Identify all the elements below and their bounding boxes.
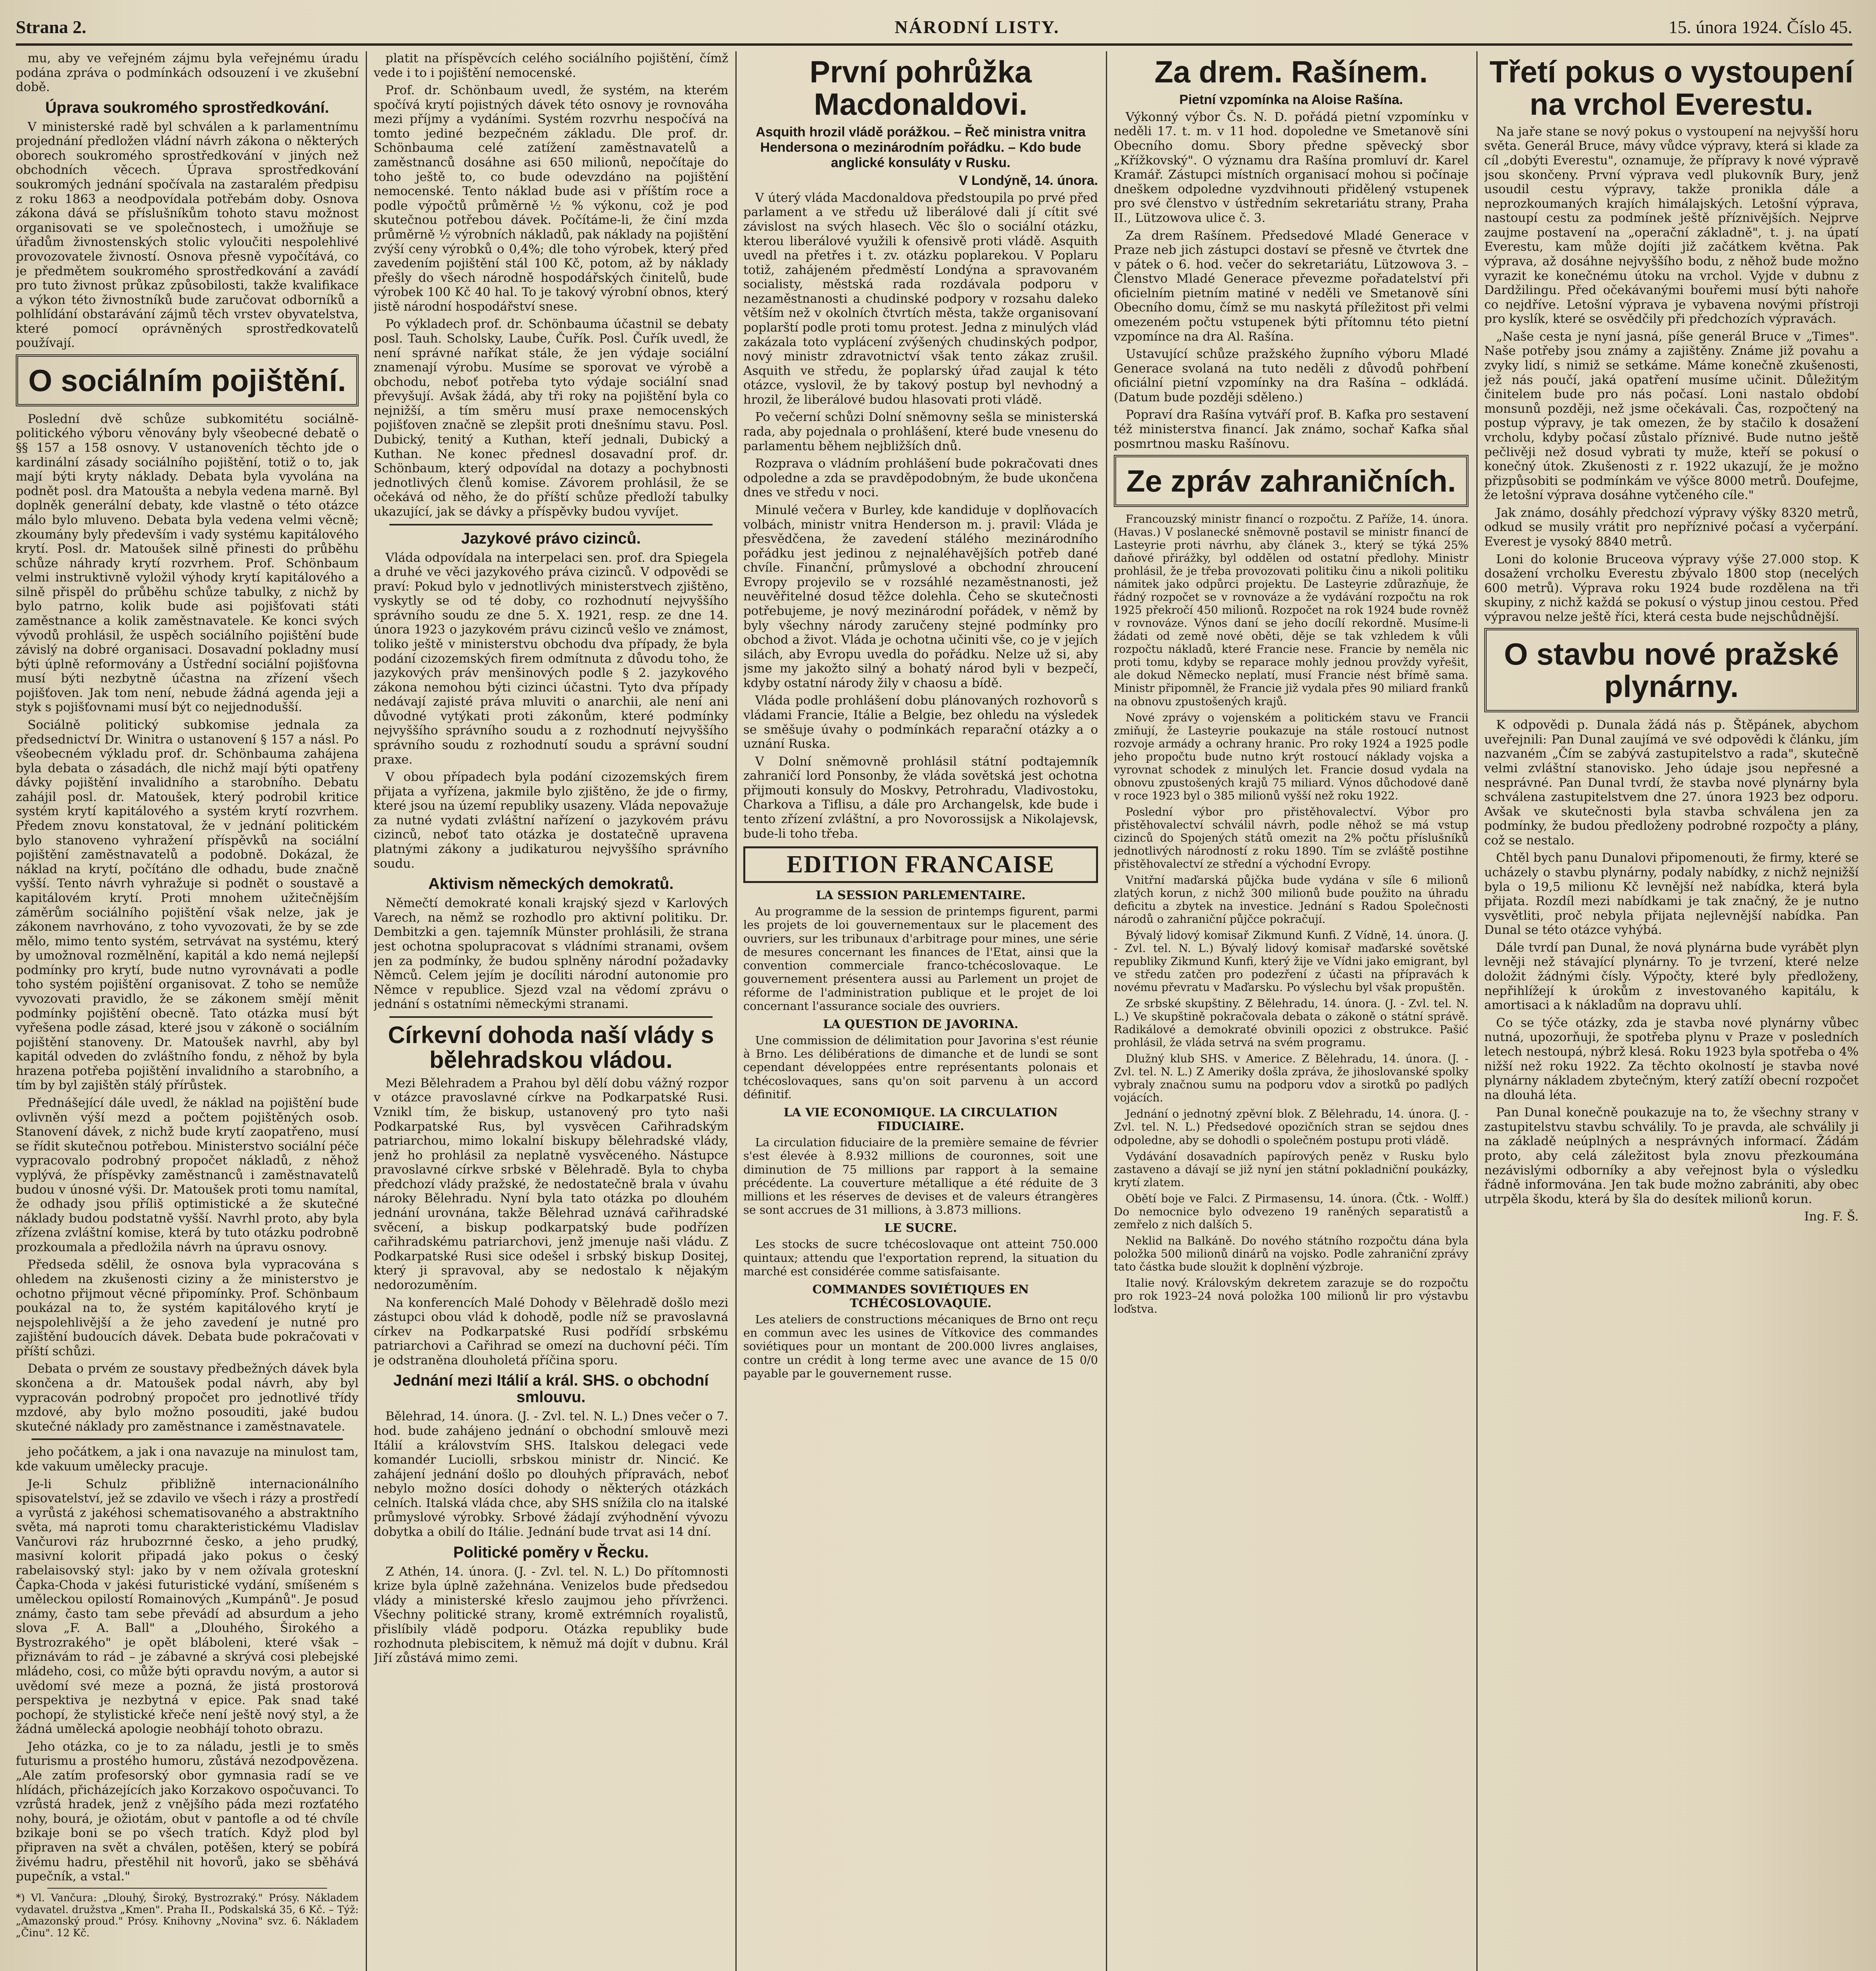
article-text: Popraví dra Rašína vytváří prof. B. Kafka pro sestavení též ministerstva financí. Jak známo, sochař Kafka sňal posmrtnou masku Rašínovu. — [1114, 408, 1468, 451]
article-headline: Církevní dohoda naší vlády s bělehradskou vládou. — [388, 1021, 714, 1073]
article-text: K odpovědi p. Dunala žádá nás p. Štěpánek, abychom uveřejnili: Pan Dunal zaujímá ve své odpovědi k článku, jím nazvaném „Čím se zabývá zastupitelstvo a rada", skutečně velmi zvláštní stanovisko. Jeho údaje jsou nepřesné a nesprávné. Pan Dunal tvrdí, že stavba nové plynárny byla schválena zastupitelstvem dne 27. února 1923 bez odporu. Avšak ve skutečnosti byla stavba schválena jen za podmínky, že budou předloženy podrobné rozpočty a plány, což se nestalo. — [1484, 718, 1859, 848]
article-text: Ustavující schůze pražského župního výboru Mladé Generace svolaná na tuto neděli z důvodů pohřbení oficiální pietní vzpomínky na dra Rašína – odkládá. (Datum bude později sděleno.) — [1114, 347, 1468, 404]
article-text: La circulation fiduciaire de la première semaine de février s'est élevée à 8.932 millions de couronnes, soit une diminution de 75 millions par rapport à la semaine précédente. La couverture métallique a été réduite de 3 millions et les réserves de devises et de valeurs étrangères se sont accrues de 31 millions, à 3.873 millions. — [743, 1136, 1098, 1217]
article-headline: Třetí pokus o vystoupení na vrchol Everestu. — [1489, 54, 1854, 121]
article-text: Poslední dvě schůze subkomitétu sociálně-politického výboru věnovány byly všeobecné debatě o §§ 157 a 158 osnovy. V ustanoveních těchto jde o kardinální zásady sociálního pojištění, totiž o to, jak mají býti kryty náklady. Debata byla vyvolána na podnět posl. dra Matoušta a nebyla vedena marně. Byl doplněk generální debaty, kde vlastně o této otázce málo bylo mluveno. Debata byla vedena velmi věcně; zkoumány byly především i vady systému kapitálového krytí. Posl. dr. Matoušek silně přinesti do průběhu schůze náhrady krytí rozvrhem. Prof. Schönbaum velmi instruktivně vyložil výhody krytí kapitálového a silně přispěl do průběhu schůze tabulky, z nichž by bylo patrno, kolik bude asi pojišťovati státi zaměstnance a kolik zaměstnavatele. Ke konci svých vývodů prohlásil, že uspěch sociálního pojištění bude závislý na dobré organisaci. Dosavadní pokladny musí býti úplně reformovány a Ústřední sociální pojišťovna musí býti nezbytně účastna na zřízení všech pojišťoven. Jak tom není, nebude žádná agenda jeji a styk s pojišťovnami musí být co nejjednodušší. — [16, 412, 359, 715]
article-text: Minulé večera v Burley, kde kandiduje v doplňovacích volbách, ministr vnitra Henderson m. j. pravil: Vláda je přesvědčena, že zavedení stálého mezinárodního pořádku jest jedinou z nejnaléhavějších potřeb dané chvíle. Finanční, průmyslové a obchodní zhroucení Evropy projevilo se v rozsáhlé nezaměstnanosti, jež neuvěřitelné dosud těžce dolehla. Čeho se skutečnosti potřebujeme, je nový mezinárodní pořádek, v němž by byly všechny národy zaručeny stejné podmínky pro obchod a život. Vláda je ochotna učiniti vše, co je v jejích silách, aby Evropu uvedla do pořádku. Nelze už si, aby jsme my jakožto silný a bohatý národ byli v bezpečí, kdyby ostatní národy žily v chaosu a bídě. — [743, 503, 1098, 690]
article-text: Au programme de la session de printemps figurent, parmi les projets de loi gouvernementaux sur le placement des ouvriers, sur les tribunaux d'arbitrage pour mines, une série de mesures concernant les finances de l'Etat, ainsi que la convention commerciale franco-tchécoslovaque. Le gouvernement présentera aussi au Parlement un projet de réforme de l'administration publique et le projet de loi concernant l'assurance sociale des ouvriers. — [743, 905, 1098, 1013]
article-text: Dále tvrdí pan Dunal, že nová plynárna bude vyrábět plyn levněji než stávající plynárny. To je tvrzení, které nelze doložit žádnými čísly. Výpočty, které byly předloženy, nepřihlížejí k úrokům z investovaného kapitálu, k amortisaci a k nákladům na dopravu uhlí. — [1484, 940, 1859, 1013]
article-headline: O sociálním pojištění. — [28, 363, 346, 398]
column-rule — [366, 51, 367, 1971]
feuilleton-text: Jeho otázka, co je to za náladu, jestli je to směs futurismu a prostého humoru, zůstává nezodpovězena. „Ale zatím profesorský obor gymnasia radí se ve hlídách, přicházejících jako Korzakovo ospočuvanci. To vzrůstá hradek, jenž z vnějšího páda mezi rozťatého nohy, bourá, je ožiotám, obut v pantofle a od té chvíle bzikaje boni se po všech tratích. Když plod byl připraven na svět a chválen, potěšen, který se pobírá živému hadru, přestěhil nit hovorů, jako se sběhává pupečník, a vstal." — [16, 1739, 359, 1884]
article-text: Prof. dr. Schönbaum uvedl, že systém, na kterém spočívá krytí pojistných dávek této osnovy je rovnováha mezi příjmy a vydáními. Systém rozvrhu nespočívá na tomto jediné bezpečném základu. Dle prof. dr. Schönbauma celé zatížení zaměstnavatelů a zaměstnanců dosáhne asi 650 milionů, nepočítaje do toho ještě to, co bude odevzdáno na pojištění nemocenské. Tento náklad bude asi v příštím roce a podle výpočtů průměrně ½ % výkonu, což je pod skutečnou potřebou dávek. Počítáme-li, že činí mzda průměrně ½ výrobních nákladů, pak náklady na pojištění zvýší ceny výrobků o 0,4%; dle toho výrobek, který před zavedením pojištění stál 100 Kč, potom, až by náklady přešly do všech národně hospodářských činitelů, bude výrobek 100 Kč 40 hal. To je takový výrobní obnos, který jistě národní hospodářství snese. — [374, 83, 728, 314]
dateline: V Londýně, 14. února. — [958, 173, 1098, 188]
divider — [389, 1016, 713, 1018]
article-headline: Ze zpráv zahraničních. — [1126, 464, 1456, 499]
feuilleton-text: jeho počátkem, a jak i ona navazuje na minulost tam, kde vakuum umělecky pracuje. — [16, 1445, 359, 1474]
article-text: mu, aby ve veřejném zájmu byla veřejnému úradu podána zpráva o podmínkách odsouzení i ve zkušební době. — [16, 51, 359, 95]
article-text: Vydávání dosavadních papírových peněz v Rusku bylo zastaveno a dávají se již nyní jen státní pokladniční poukázky, krytí zlatem. — [1114, 1149, 1468, 1189]
divider — [32, 1438, 343, 1440]
issue-date: 15. února 1924. Číslo 45. — [1668, 17, 1852, 37]
article-text: Neklid na Balkáně. Do nového státního rozpočtu dána byla položka 500 milionů dinárů na vojsko. Podle zahraniční zprávy tato částka bude sloužit k doplnění výzbroje. — [1114, 1234, 1468, 1273]
article-headline: Za drem. Rašínem. — [1154, 54, 1428, 89]
article-text: Na konferencích Malé Dohody v Bělehradě došlo mezi zástupci obou vlád k dohodě, podle níž se pravoslavná církev na Podkarpatské Rusi podřídí srbskému patriarchovi a Cařihrad se omezí na duchovní péči. Tím je odstraněna dlouholetá příčina sporu. — [374, 1295, 728, 1367]
column-4 — [1114, 51, 1468, 1971]
divider — [389, 524, 713, 525]
article-text: Jak známo, dosáhly předchozí výpravy výšky 8320 metrů, odkud se musily vrátit pro nepříznivé počasí a vyčerpání. Everest je vysoký 8840 metrů. — [1484, 505, 1859, 549]
article-text: Vláda odpovídala na interpelaci sen. prof. dra Spiegela a druhé ve věci jazykového práva cizinců. V odpovědi se praví: Pokud bylo v jednotlivých ministerstvech zjištěno, vyskytly se od té doby, co rozhodnutí nejvyššího správního soudu ze dne 5. X. 1921, resp. ze dne 14. února 1923 o jazykovém právu cizinců vešlo ve známost, toliko ještě v ministerstvu obchodu dva případy, že byla podání cizozemských firem odmítnuta z důvodu toho, že jazykových práv menšinových podle § 2. jazykového zákona nemohou býti cizinci účastni. Tyto dva případy nedávají zajisté práva mluviti o anarchii, ale není ani důvodné vytýkati proti zákonům, které podmínky nejvyššího správního soudu a z rozhodnutí nejvyššího správního soudu z rozhodnutí soudu a správní soudní praxe. — [374, 550, 728, 767]
article-text: Výkonný výbor Čs. N. D. pořádá pietní vzpomínku v neděli 17. t. m. v 11 hod. dopoledne ve Smetanově síni Obecního domu. Sbory předne spěvecký sbor „Křížkovský". O významu dra Rašína promluví dr. Karel Kramář. Zástupci místních organisací mohou si počínaje dneškem odpoledne vyzdvihnouti přidělený vstupenek pro své členstvo v ústředním sekretariátu strany, Praha II., Lützowova ulice č. 3. — [1114, 110, 1468, 225]
article-text: „Naše cesta je nyní jasná, píše generál Bruce v „Times". Naše potřeby jsou známy a zajištěny. Známe již povahu a zvyky lidí, s nimiž se setkáme. Máme konečně zkušenosti, jež nás poučí, jaká opatření musíme učinit. Důležitým činitelem bude pro nás počasí. Loni nastalo období monsunů později, než jsme očekávali. Čas, rozpočtený na postup výpravy, je tak omezen, že by stačilo k dosažení vrcholu, kdyby počasí zůstalo příznivé. Bude nutno ještě pečlivěji než dosud vybrati ty muže, kteří se pokusí o konečný útok. Zkušenosti z r. 1922 ukazují, že je možno přizpůsobiti se podmínkám ve výšce 8000 metrů. Doufejme, že letošní výprava dosáhne vytčeného cíle." — [1484, 329, 1859, 503]
article-text: Nové zprávy o vojenském a politickém stavu ve Francii zmiňují, že Lasteyrie poukazuje na stále rostoucí nutnost rozvoje armády a ochrany hranic. Pro roky 1924 a 1925 podle jeho propočtu bude nutno krýt rostoucí náklady vojska a vyrovnat schodek z minulých let. Francie dosud vydala na obnovu zpustošených krajů 75 miliard. Výnos důchodové daně v roce 1923 byl o 385 milionů vyšší než roku 1922. — [1114, 711, 1468, 802]
edition-francaise-title: EDITION FRANCAISE — [743, 846, 1098, 883]
article-text: Vnitřní maďarská půjčka bude vydána v síle 6 milionů zlatých korun, z nichž 300 milionů bude použito na úhradu deficitu a zbytek na investice. Jednání s Radou Společnosti národů o zahraniční půjčce pokračují. — [1114, 873, 1468, 926]
article-text: Vláda podle prohlášení dobu plánovaných rozhovorů s vládami Francie, Itálie a Belgie, bez ohledu na výsledek se směšuje úvahy o podmínkách reparační otázky a o uznání Ruska. — [743, 693, 1098, 751]
article-text: Dlužný klub SHS. v Americe. Z Bělehradu, 14. února. (J. - Zvl. tel. N. L.) Z Ameriky došla zpráva, že jihoslovanské spolky vybraly značnou sumu na podporu vdov a sirotků po padlých vojácích. — [1114, 1052, 1468, 1105]
article-text: Mezi Bělehradem a Prahou byl dělí dobu vážný rozpor v otázce pravoslavné církve na Podkarpatské Rusi. Vznikl tím, že biskup, ustanovený pro tyto naši Podkarpatské Rus, byl vysvěcen Cařihradským patriarchou, mimo lokalní biskupy bělehradské vlády, jenž ho prohlásil za neplatně vysvěceného. Nástupce pravoslavné církve srbské v Bělehradě. Byla to chyba předchozí vlády pražské, že nedostatečně brala v úvahu nároky Bělehradu. Nyní byla tato otázka po dlouhém jednání urovnána, takže Bělehrad uznává cařihradské svěcení, a biskup podkarpatský bude podřízen cařihradskému patriarchovi, jenž jmenuje naši vládu. Z Podkarpatské Rusi sice odešel i srbský biskup Dositej, který ji spravoval, aby se nedostalo k nějakým nedorozuměním. — [374, 1076, 728, 1292]
column-5 — [1484, 51, 1859, 1971]
article-text: Ze srbské skupštiny. Z Bělehradu, 14. února. (J. - Zvl. tel. N. L.) Ve skupštině pokračovala debata o zákoně o státní správě. Radikálové a demokraté obvinili opozici z obstrukce. Pašić prohlásil, že vláda setrvá na svém programu. — [1114, 997, 1468, 1049]
article-text: Němečtí demokraté konali krajský sjezd v Karlových Varech, na němž se rozhodlo pro aktivní politiku. Dr. Dembitzki a gen. tajemník Münster prohlásili, že strana jest ochotna spolupracovat s vládními stranami, ovšem jen za podmínky, že budou splněny národní požadavky Němců. Celem jejím je docíliti národní autonomie pro Němce v republice. Sjezd vzal na vědomí zprávu o jednání s ostatními německými stranami. — [374, 896, 728, 1012]
article-text: V ministerské radě byl schválen a k parlamentnímu projednání předložen vládní návrh zákona o některých oborech soukromého sprostředkování v jiných než obchodních věcech. Úprava sprostředkování soukromých jednání spočívala na zastaralém předpisu z roku 1863 a neodpovídala potřebám doby. Osnova zákona dává se příslušníkům tohoto stavu možnost organisovati se ve společnostech, i umožňuje se úřadům živnostenských stolic vyloučiti nespolehlivé provozovatele živností. Osnova přesně vypočítává, co je předmětem soukromého sprostředkování a zavádí pro tuto živnost průkaz způsobilosti, takže kvalifikace a výkon této živnostníků bude zaručovat odborníků a polhlídání obstarávání zájmů těch vrstev obyvatelstva, které pomocí oprávněných sprostředkovatelů používají. — [16, 119, 359, 350]
column-3 — [743, 51, 1098, 1971]
masthead-title: NÁRODNÍ LISTY. — [895, 17, 1060, 37]
article-headline: První pohrůžka Macdonaldovi. — [810, 54, 1032, 121]
article-text: Poslední výbor pro přistěhovalectví. Výbor pro přistěhovalectví schválil návrh, podle něhož se má vstup cizinců do Spojených států omezit na 2% počtu příslušníků jednotlivých národností z roku 1890. Tím se zvláště postihne přistěhovalectví ze střední a východní Evropy. — [1114, 805, 1468, 870]
article-text: Les stocks de sucre tchécoslovaque ont atteint 750.000 quintaux; attendu que l'exportation reprend, la situation du marché est considérée comme satisfaisante. — [743, 1237, 1098, 1278]
article-text: Les ateliers de constructions mécaniques de Brno ont reçu en commun avec les usines de Vítkovice des commandes soviétiques pour un montant de 200.000 livres anglaises, contre un crédit à long terme avec une avance de 15 0/0 payable par le gouvernement russe. — [743, 1313, 1098, 1380]
article-text: Chtěl bych panu Dunalovi připomenouti, že firmy, které se ucházely o stavbu plynárny, podaly nabídky, z nichž nejnižší byla o 19,5 milionu Kč levnější než nabídka, která byla přijata. Rozdíl mezi nabídkami je tak značný, že je nutno vysvětliti, proč nebyla přijata nejlevnější nabídka. Pan Dunal se této otázce vyhýbá. — [1484, 851, 1859, 937]
article-text: Italie nový. Královským dekretem zarazuje se do rozpočtu pro rok 1923–24 nová položka 100 milionů lir pro výstavbu loďstva. — [1114, 1276, 1468, 1315]
article-text: Une commission de délimitation pour Javorina s'est réunie à Brno. Les délibérations de dimanche et de lundi se sont cependant développées entre représentants polonais et tchécoslovaques, sans qu'on soit parvenu à un accord définitif. — [743, 1033, 1098, 1101]
article-headline: Politické poměry v Řecku. — [453, 1543, 649, 1561]
article-text: V obou případech byla podání cizozemských firem přijata a vyřízena, jakmile bylo zjištěno, že jde o firmy, které jsou na území republiky usazeny. Vláda nepovažuje za nutné vydati zvláštní nařízení o jazykovém právu cizinců, neboť tato otázka je dostatečně upravena platnými zákony a judikaturou nejvyššího správního soudu. — [374, 770, 728, 871]
section-title: LA QUESTION DE JAVORINA. — [823, 1017, 1018, 1031]
article-text: Bělehrad, 14. února. (J. - Zvl. tel. N. L.) Dnes večer o 7. hod. bude zahájeno jednání o obchodní smlouvě mezi Itálií a královstvím SHS. Italskou delegaci vede komandér Luciolli, srbskou ministr dr. Nincić. Ke zahájení jednání došlo po dlouhých přípravách, neboť nebylo možno dosíci dohody o některých otázkách celních. Italská vláda chce, aby SHS snížila clo na italské průmyslové výrobky. Srbové žádají zvýhodnění vývozu dobytka a obilí do Itálie. Jednání bude trvat asi 14 dní. — [374, 1409, 728, 1539]
article-text: Na jaře stane se nový pokus o vystoupení na nejvyšší horu světa. Generál Bruce, mávy vůdce výpravy, která si klade za cíl „dobýti Everestu", oznamuje, že přípravy k nové výpravě jsou skončeny. První výprava vedl plukovník Bury, jenž usoudil cestu výpravy, takže pronikla dále a neprozkoumaných krajích himálajských. Letošní výprava, nastoupí cestu za podmínek ještě příznivějších. Nejprve zaujme postavení na „operační základně", t. j. na úpatí Everestu, kam může dojíti již začátkem května. Pak výprava, až dosáhne nejvyššího bodu, z něhož bude možno vyrazit ke konečnému útoku na vrchol. Vyjde v dubnu z Dardžilingu. Před očekávanými bouřemi musí býti nahoře co nejdříve. Letošní výprava je vybavena novými přístroji pro kyslík, které se osvědčily při předchozích výpravách. — [1484, 124, 1859, 326]
article-text: Sociálně politický subkomise jednala za předsednictví Dr. Winitra o ustanovení § 157 a násl. Po všeobecném výkladu prof. dr. Schönbauma zahájena byla debata o zásadách, dle nichž mají býti opatřeny dávky pojištění invalidního a starobního. Debatu zahájil posl. dr. Matoušek, který podrobil kritice systém krytí kapitálového a systém krytí rozvrhem. Předem znovu konstatoval, že v jednání politickém bylo stanoveno vyhražení příspěvků na sociální pojištění zaměstnavatelů a podobně. Dokázal, že náklad na krytí, počítáno dle odhadu, bude značně vyšší. Tento návrh vyhražuje si podnět o soustavě a kapitálovém krytí. Proti mnohem užitečnějším záměrům sociálního pojištění však nelze, jak je zákonem navrhováno, z toho vyvozovati, že by se zde mělo, mimo tento systém, setrvávat na systému, který by umožnoval rozmělnění, kapitál a kdo nemá nejlepší podmínky pro krytí, bude nutno vyrovnávati a podle toho systém pojištění organisovat. Z toho se nemůže vyvozovati pravidlo, že se zákonem smějí měnit podmínky pojištění obecně. Tato otázka musí být vyřešena podle zásad, které jsou v zákoně o sociálním pojištění stanoveny. Dr. Matoušek navrhl, aby byl kapitál odveden do zvláštního fondu, z něhož by byla hrazena potřeba pojištění invalidního a starobního, a tím by byl zajištěn stálý přírůstek. — [16, 718, 359, 1093]
article-text: Pan Dunal konečně poukazuje na to, že všechny strany v zastupitelstvu stavbu schválily. To je pravda, ale schválily ji na základě neúplných a nesprávných informací. Žádám proto, aby celá záležitost byla znovu přezkoumána nezávislými odborníky a aby veřejnost byla o výsledku řádně informována. Jen tak bude možno zabrániti, aby obec utrpěla škodu, která by šla do desítek milionů korun. — [1484, 1105, 1859, 1206]
article-text: Předseda sdělil, že osnova byla vypracována s ohledem na zkušenosti ciziny a že ministerstvo je ochotno přijmout věcné připomínky. Prof. Schönbaum poukázal na to, že systém kapitálového krytí je nejspolehlivější a že jeho zavedení je nutné pro zajištění budoucích dávek. Debata bude pokračovati v příští schůzi. — [16, 1257, 359, 1358]
article-text: Jednání o jednotný zpěvní blok. Z Bělehradu, 14. února. (J. - Zvl. tel. N. L.) Předsedové opozičních stran se sejdou dnes odpoledne, aby se dohodli o společném postupu proti vládě. — [1114, 1107, 1468, 1147]
article-headline: O stavbu nové pražské plynárny. — [1504, 637, 1839, 704]
article-text: Bývalý lidový komisař Zikmund Kunfi. Z Vídně, 14. února. (J. - Zvl. tel. N. L.) Bývalý lidový komisař maďarské sovětské republiky Zikmund Kunfi, který žije ve Vídni jako emigrant, byl ve středu zatčen pro podezření z účasti na přípravách k novému převratu v Maďarsku. Po výslechu byl však propuštěn. — [1114, 929, 1468, 994]
divider — [47, 1888, 327, 1889]
column-rule — [735, 51, 737, 1971]
section-title: LE SUCRE. — [884, 1221, 957, 1235]
article-subheadline: Pietní vzpomínka na Aloise Rašína. — [1179, 92, 1403, 107]
article-headline: Úprava soukromého sprostředkování. — [45, 99, 329, 116]
column-rule — [1476, 51, 1478, 1971]
article-text: Loni do kolonie Bruceova výpravy výše 27.000 stop. K dosažení vrcholku Everestu zbývalo 1800 stop (necelých 600 metrů). Výprava roku 1924 bude rozdělena na tři skupiny, z nichž každá se pokusí o výstup jinou cestou. Před výpravou nelze ještě říci, která cesta bude nejschůdnější. — [1484, 552, 1859, 624]
headline-box — [1484, 628, 1859, 712]
article-text: Z Athén, 14. února. (J. - Zvl. tel. N. L.) Do přítomnosti krize byla úplně zažehnána. Venizelos bude předsedou vlády a ministerské křeslo zaujmou jeho přívrženci. Všechny politické strany, kromě extrémních royalistů, přislíbily vládě podporu. Otázka republiky bude rozhodnuta plebiscitem, k němuž má dojít v dubnu. Král Jiří zůstává mimo zemi. — [374, 1564, 728, 1665]
article-text: Rozprava o vládním prohlášení bude pokračovati dnes odpoledne a zda se pravděpodobným, že bude ukončena dnes ve středu v noci. — [743, 456, 1098, 500]
column-2 — [374, 51, 728, 1971]
page-number: Strana 2. — [16, 17, 86, 37]
article-text: Po večerní schůzi Dolní sněmovny sešla se ministerská rada, aby pojednala o prohlášení, které bude vnesenu do parlamentu během nejbližších dnů. — [743, 410, 1098, 453]
article-text: platit na příspěvcích celého sociálního pojištění, čímž vede i to i pojištění nemocenské. — [374, 51, 728, 80]
section-title: LA SESSION PARLEMENTAIRE. — [815, 889, 1026, 903]
section-title: COMMANDES SOVIÉTIQUES EN TCHÉCOSLOVAQUIE. — [812, 1283, 1029, 1311]
article-subheadline: Asquith hrozil vládě porážkou. – Řeč ministra vnitra Hendersona o mezinárodním pořádku. – Kdo bude anglické konsuláty v Rusku. — [756, 124, 1086, 170]
headline-box — [1114, 455, 1468, 507]
page-header — [16, 8, 1852, 46]
headline-box — [16, 354, 359, 406]
column-rule — [1106, 51, 1107, 1971]
feuilleton-text: Je-li Schulz přibližně internacionálního spisovatelství, jež se zdavilo ve všech i rázy a prostředí a vyrůstá z jakéhosi schematisovaného a abstraktního světa, má naproti tomu charakteristickému Vladislav Vančurovi ráz hrubozrnné česko, a jeho prudký, masivní kolorit připadá jako pokus o český rabelaisovský styl: jako by v nem ožívala groteskní Čapka-Choda v jakési futuristické vydání, smíšeném s uměleckou opilostí Romainových „Kumpánů". Je posud známy, často tam sebe převádí ad absurdum a jeho slova „F. A. Ball" a „Dlouhého, Širokého a Bystrozrakého" je opět bláboleni, které však – přiznávám to rád – je zábavné a skrývá cosi plebejské mládeho, cosi, co může býti opravdu novým, a autor si uvědomí své meze a pozná, že jistá prostorová perspektiva je nezbytná v epice. Pak snad také pochopí, že stylistické křeče není ještě nový styl, a že žádná umělecká apologie neobhájí tohoto obrazu. — [16, 1477, 359, 1736]
article-text: Francouzský ministr financí o rozpočtu. Z Paříže, 14. února. (Havas.) V poslanecké sněmovně postavil se ministr financí de Lasteyrie proti návrhu, aby článek 3., který se týká 25% daňové přirážky, byl oddělen od ostatní předlohy. Ministr prohlásil, že je třeba provozovati politiku činu a nikoli politiku námitek jako odpůrci projektu. De Lasteyrie zdůrazňuje, že řádný rozpočet se v rovnováze a že vydávání rozpočtu na rok 1925 překročí 450 milionů. Rozpočet na rok 1924 bude rovněž v rovnováze. Výnos daní se jeho docílí rekordně. Musíme-li žádati od země nové oběti, děje se tak vzhledem k vůli rozpočtu nákladů, které Francie nese. Francie by neměla nic proti tomu, kdyby se reparace mohly jednou provždy vyřešit, ale dokud Německo neplatí, musí Francie nést břímě sama. Ministr připomněl, že Francie již vydala přes 90 miliard franků na obnovu zpustošených krajů. — [1114, 512, 1468, 708]
article-headline: Jednání mezi Itálií a král. SHS. o obchodní smlouvu. — [393, 1372, 709, 1406]
column-1 — [16, 51, 359, 1971]
section-title: LA VIE ECONOMIQUE. LA CIRCULATION FIDUCIAIRE. — [784, 1106, 1058, 1134]
article-headline: Aktivism německých demokratů. — [428, 875, 674, 893]
article-text: Po výkladech prof. dr. Schönbauma účastnil se debaty posl. Tauh. Scholsky, Laube, Čuřík. Posl. Čuřík uvedl, že není správné naříkat stále, že jen výdaje sociální znamenají výrobu. Musíme se sporovat ve výrobě a obchodu, neboť potřeba tyto výdaje sociální snad převyšují. Avšak žádá, aby tři roky na pojištění byla co nejnižší, a tím směru musí praxe nemocenských pojišťoven značně se zlepšit proti dnešnímu stavu. Posl. Dubický, tenitý a Kuthan, kteří jednali, Dubický a Kuthan. Ne konec přednesl dosavadní prof. dr. Schönbaum, který odpovídal na dotazy a pochybnosti jednotlivých členů komise. Závorem prohlásil, že se očekává od něho, že do příští schůze předloží tabulky ukazující, jak se dávky a příspěvky budou vyvíjet. — [374, 317, 728, 519]
article-text: Za drem Rašínem. Předsedové Mladé Generace v Praze neb jich zástupci dostaví se přesně ve čtvrtek dne v pátek o 6. hod. večer do sekretariátu, Lützowova 3. – Členstvo Mladé Generace převezme pořadatelství při oficielním pietním matiné v neděli ve Smetanově síni Obecního domu, čímž se mu naskytá příležitost při velmi omezeném počtu vstupenek býti přítomnu této pietní vzpomínce na dra Al. Rašína. — [1114, 228, 1468, 344]
article-text: V úterý vláda Macdonaldova předstoupila po prvé před parlament a ve středu už liberálové dali jí cítit své závislost na svých hlasech. Věc šlo o sociální otázku, kterou liberálové využili k ofensivě proti vládě. Asquith uvedl na přetřes i t. zv. otázku poplarekou. V Poplaru totiž, zahájeném předměstí Londýna a spravovaném socialisty, městská rada rozdávala podporu v nezaměstnanosti a chudinské podpory v rozsahu daleko větším než v okolních čtvrtích města, takže organisovaní poplarští podle proti tomu protest. Jedna z minulých vlád zakázala toto vyplácení zvýšených chudinských podpor, nový ministr zdravotnictví však tento zákaz zrušil. Asquith ve středu, že poplarský úřad zaujal k této otázce, vyslovil, že by takový postup byl nevhodný a hrozil, že liberálové budou hlasovati proti vládě. — [743, 190, 1098, 407]
article-signature: Ing. F. Š. — [1804, 1209, 1859, 1224]
article-text: Co se týče otázky, zda je stavba nové plynárny vůbec nutná, upozorňuji, že spotřeba plynu v Praze v posledních letech nestoupá, nýbrž klesá. Roku 1923 byla spotřeba o 4% nižší než roku 1922. Za těchto okolností je stavba nové plynárny nákladem zbytečným, který zatíží obecní rozpočet na dlouhá léta. — [1484, 1015, 1859, 1102]
article-text: V Dolní sněmovně prohlásil státní podtajemník zahraničí lord Ponsonby, že vláda sovětská jest ochotna přijmouti konsuly do Moskvy, Petrohradu, Vladivostoku, Charkova a Tiflisu, a dále pro Archangelsk, kde bude i tento zřízení zvláštní, a pro Novorossijsk a Nikolajevsk, bude-li toho třeba. — [743, 754, 1098, 841]
footnote: *) Vl. Vančura: „Dlouhý, Široký, Bystrozraký." Prósy. Nákladem vydavatel. družstva „Kmen". Praha II., Podskalská 35, 6 Kč. – Týž: „Amazonský proud." Prósy. Knihovny „Novina" svz. 6. Nákladem „Činu". 12 Kč. — [16, 1892, 359, 1939]
article-headline: Jazykové právo cizinců. — [461, 529, 641, 547]
article-text: Debata o prvém ze soustavy předbežných dávek byla skončena a dr. Matoušek podal návrh, aby byl vypracován podrobný propočet pro jednotlivé třídy mzdové, aby bylo možno posouditi, jaké budou skutečné náklady pro zaměstnance i zaměstnavatele. — [16, 1362, 359, 1434]
article-text: Obětí boje ve Falci. Z Pirmasensu, 14. února. (Čtk. - Wolff.) Do nemocnice bylo odvezeno 19 raněných separatistů a zemřelo z nich dalších 5. — [1114, 1192, 1468, 1231]
article-text: Přednášející dále uvedl, že náklad na pojištění bude ovlivněn výší mezd a počtem pojištěných osob. Stanovení dávek, z nichž bude krytí zaopatřeno, musí se řídit skutečnou potřebou. Ministerstvo sociální péče vypracovalo podrobný propočet nákladů, z něhož vyplývá, že příspěvky zaměstnanců i zaměstnavatelů budou v únosné výši. Dr. Matoušek proti tomu namítal, že odhady jsou příliš optimistické a že skutečné náklady budou podstatně vyšší. Navrhl proto, aby byla zřízena zvláštní komise, která by tuto otázku podrobně prozkoumala a předložila návrh na úpravu osnovy. — [16, 1096, 359, 1254]
